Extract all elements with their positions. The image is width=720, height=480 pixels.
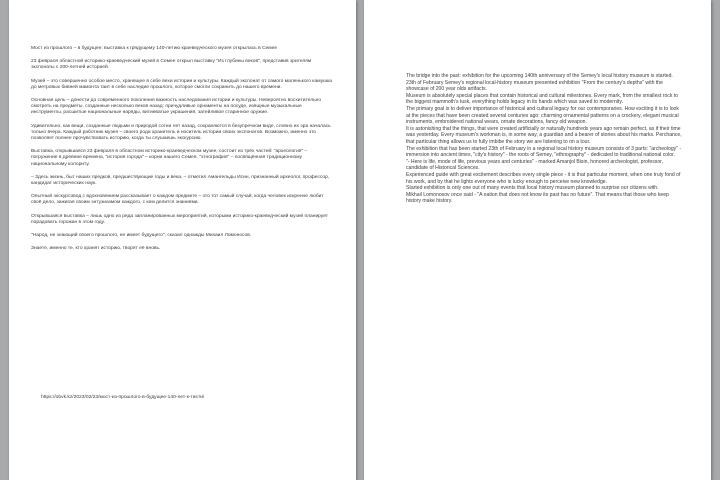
right-paragraph-7: "- Here is life, mode of life, previous years and centuries" - marked Amanjol Bisin, honored archeologist, professor, candidate of Historical Sciences. bbox=[406, 158, 664, 172]
right-paragraph-8: Experienced guide with great excitement describes every single piece - it is that particular moment, when one truly fond of his work, and by that he lights everyone who is lucky enough to perceive new knowledge. bbox=[406, 171, 681, 185]
right-paragraph-9: Started exhibition is only one out of many events that local history museum planned to surprise our citizens with. bbox=[406, 185, 659, 192]
right-page-text bbox=[406, 73, 684, 205]
left-paragraph-7: – Здесь жизнь, быт наших предков, предшествующие годы и века, – отметил Амангельды Исин, признанный археолог, профессор, кандидат исторических наук. bbox=[31, 174, 330, 187]
right-paragraph-3: Museum is absolutely special places that contain historical and cultural milestones. Every mark, from the smallest rock to the biggest mammoth's tusk, everything holds legacy in its hands which was saved to modernity. bbox=[406, 92, 679, 106]
left-paragraph-5: Удивительно, как вещи, созданные людьми и природой сотни лет назад, сохраняются в безупречном виде, словно их эра началась только вчера. Каждый работник музея – своего рода хранитель и носитель истории своих экспонатов. Возможно, именно это позволяет полнее прочувствовать историю, когда ты слушаешь экскурсию. bbox=[31, 123, 331, 142]
left-paragraph-10: "Народ, не знающий своего прошлого, не имеет будущего", сказал однажды Михаил Ломоносов. bbox=[31, 233, 252, 239]
document-page-right bbox=[364, 0, 711, 480]
left-paragraph-2: 23 февраля областной историко-краеведческий музей в Семее открыл выставку "Из глубины веков", представив зрителям экспонаты с 200-летней историей. bbox=[31, 59, 312, 71]
right-paragraph-2: 23th of February Semey's regional local-history museum presented exhibition "From the century's depths" with the showcase of 200 year olds artifacts. bbox=[406, 79, 663, 93]
left-paragraph-1: Мост из прошлого – в будущее: выставка к грядущему 140-летию краеведческого музея открылась в Семее bbox=[31, 46, 278, 51]
left-page-text bbox=[31, 46, 334, 259]
left-paragraph-3: Музей – это совершенно особое место, хранящее в себе вехи истории и культуры. Каждый экспонат от самого маленького камушка до метровых бивней мамонта таит в себе наследие прошлого, которое смогли сохранить до нашего времени. bbox=[31, 78, 333, 90]
left-paragraph-6: Выставка, открывшаяся 23 февраля в областном историко-краеведческом музее, состоит из трёх частей: "археология" – погружение в древние времена, "история города" – корни нашего Семея, "этнография" – посвящённая традиционному национальному колориту. bbox=[31, 149, 308, 167]
left-paragraph-9: Открывшаяся выставка – лишь одно из ряда запланированных мероприятий, которыми историко-краеведческий музей планирует порадовать горожан в этом году. bbox=[31, 213, 329, 225]
right-paragraph-1: The bridge into the past: exhibition for the upcoming 140th anniversary of the Semey's local history museum is started. bbox=[406, 73, 673, 79]
left-paragraph-11: Знаете, именно те, кто хранят историю, творят её вновь. bbox=[31, 246, 161, 252]
left-paragraph-8: Опытный экскурсовод с вдохновением рассказывает о каждом предмете – это тот самый случай, когда человек искренне любит своё дело, зажигая своим энтузиазмом каждого, с кем делится знаниями. bbox=[31, 194, 324, 206]
left-paragraph-4: Основная цель – донести до современного поколения важность наследования истории и культуры. Невероятно восхитительно смотреть на предметы, созданные несколько веков назад: причудливые орнаменты на посуде, изящные музыкальные инструменты, расшитые национальные наряды, витиеватые украшения, затейливое старинное оружие. bbox=[31, 98, 322, 116]
right-paragraph-5: It is astonishing that the things, that were created artificially or naturally hundreds years ago remain perfect, as if their time was yesterday. Every museum's workman is, in some way, a guardian and a bearer of stories about his marks. Perchance, that particular thing allows us to fully imbibe the story we are listening to on a tour. bbox=[406, 125, 682, 145]
right-paragraph-10: Mikhail Lomonosov once said - "A nation that does not know its past has no future". That means that those who keep history make history. bbox=[406, 191, 669, 205]
right-paragraph-6: The exhibition that has been started 23th of February in a regional local history museum consists of 3 parts: "archeology" - immersion into ancient times, "city's history" - the roots of Semey, "ethnography" - dedicated to traditional national color. bbox=[406, 145, 682, 159]
document-page-left bbox=[9, 0, 356, 480]
right-paragraph-4: The primary goal is to deliver importance of historical and cultural legacy for our contemporaries. How exciting it is to look at the pieces that have been created several centuries ago: charming ornamental patterns on a crockery, elegant musical instruments, embroidered national wears, ornate decorations, fancy old weapon. bbox=[406, 105, 679, 126]
source-url[interactable]: https://obvk.kz/2023/02/23/мост-из-прошлого-в-будущее-140-лет-к-тиєти/ bbox=[41, 395, 205, 400]
